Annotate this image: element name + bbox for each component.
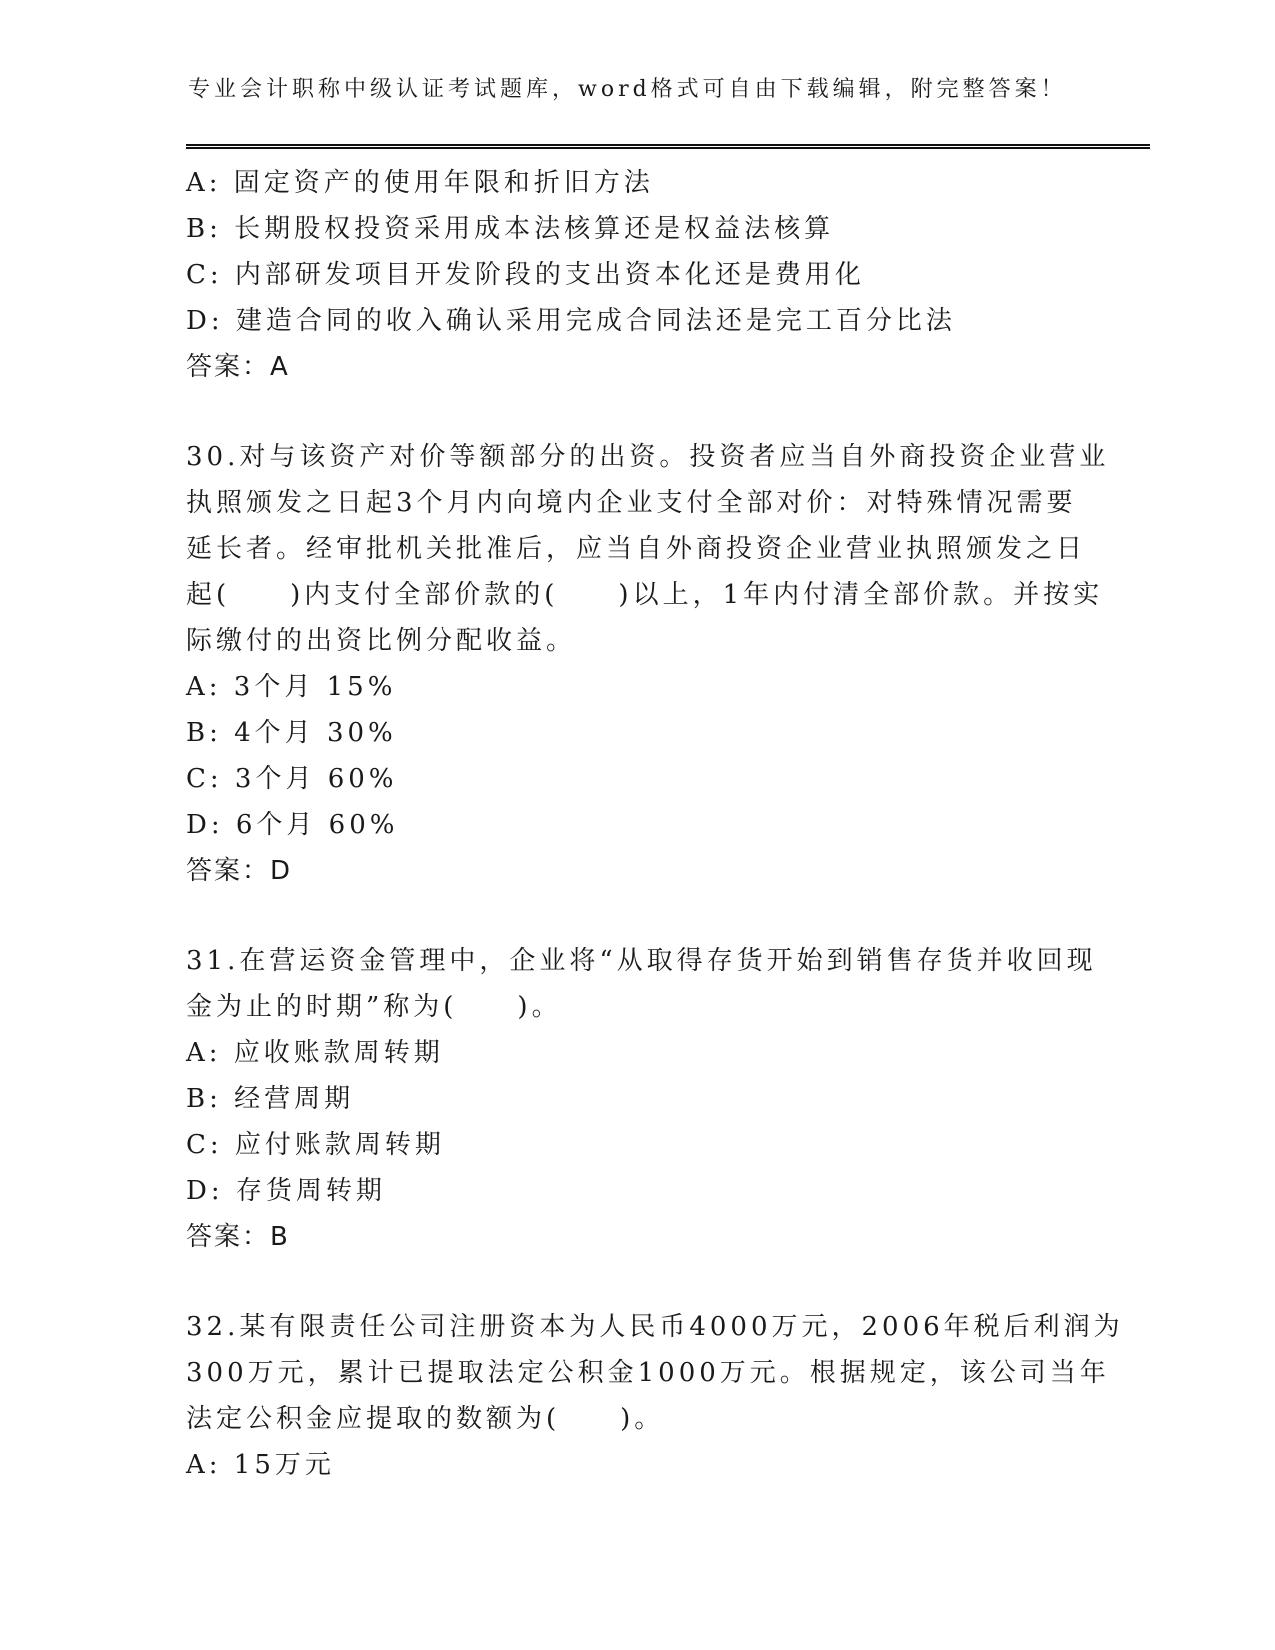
- q30-option-a: A: 3个月 15%: [186, 672, 397, 702]
- spacer: [186, 390, 1086, 434]
- q30-option-b: B: 4个月 30%: [186, 718, 397, 748]
- q31-option-b: B: 经营周期: [186, 1084, 355, 1114]
- spacer: [186, 1260, 1086, 1304]
- q31-text-line: 金为止的时期”称为( )。: [186, 992, 562, 1022]
- q31-option-d: D: 存货周转期: [186, 1176, 386, 1206]
- q29-option-b: B: 长期股权投资采用成本法核算还是权益法核算: [186, 214, 835, 244]
- q31-answer: 答案：B: [186, 1222, 290, 1252]
- q32-text-line: 法定公积金应提取的数额为( )。: [186, 1404, 665, 1434]
- q31-option-c: C: 应付账款周转期: [186, 1130, 445, 1160]
- q29-option-c: C: 内部研发项目开发阶段的支出资本化还是费用化: [186, 260, 865, 290]
- q29-option-a: A: 固定资产的使用年限和折旧方法: [186, 168, 654, 198]
- question-31-block: [186, 938, 1097, 1260]
- q32-option-a: A: 15万元: [186, 1450, 335, 1480]
- question-30-block: [186, 434, 1110, 894]
- q30-text-line: 起( )内支付全部价款的( )以上，1年内付清全部价款。并按实: [186, 580, 1104, 610]
- question-32-block: [186, 1304, 1124, 1488]
- q30-option-c: C: 3个月 60%: [186, 764, 398, 794]
- q30-option-d: D: 6个月 60%: [186, 810, 399, 840]
- q30-text-line: 延长者。经审批机关批准后，应当自外商投资企业营业执照颁发之日: [186, 534, 1087, 564]
- q30-text-line: 际缴付的出资比例分配收益。: [186, 626, 577, 656]
- question-content: [186, 160, 1124, 1488]
- q30-text-line: 执照颁发之日起3个月内向境内企业支付全部对价：对特殊情况需要: [186, 488, 1077, 518]
- q29-answer: 答案：A: [186, 352, 290, 382]
- header-divider: [186, 144, 1150, 149]
- q32-text-line: 32.某有限责任公司注册资本为人民币4000万元，2006年税后利润为: [186, 1312, 1124, 1342]
- q32-text-line: 300万元，累计已提取法定公积金1000万元。根据规定，该公司当年: [186, 1358, 1110, 1388]
- q31-text-line: 31.在营运资金管理中，企业将“从取得存货开始到销售存货并收回现: [186, 946, 1097, 976]
- q30-answer: 答案：D: [186, 856, 293, 886]
- document-header: 专业会计职称中级认证考试题库，word格式可自由下载编辑，附完整答案！: [188, 77, 1067, 102]
- q31-option-a: A: 应收账款周转期: [186, 1038, 444, 1068]
- question-29-block: [186, 160, 1086, 390]
- q29-option-d: D: 建造合同的收入确认采用完成合同法还是完工百分比法: [186, 306, 956, 336]
- q30-text-line: 30.对与该资产对价等额部分的出资。投资者应当自外商投资企业营业: [186, 442, 1110, 472]
- spacer: [186, 894, 1086, 938]
